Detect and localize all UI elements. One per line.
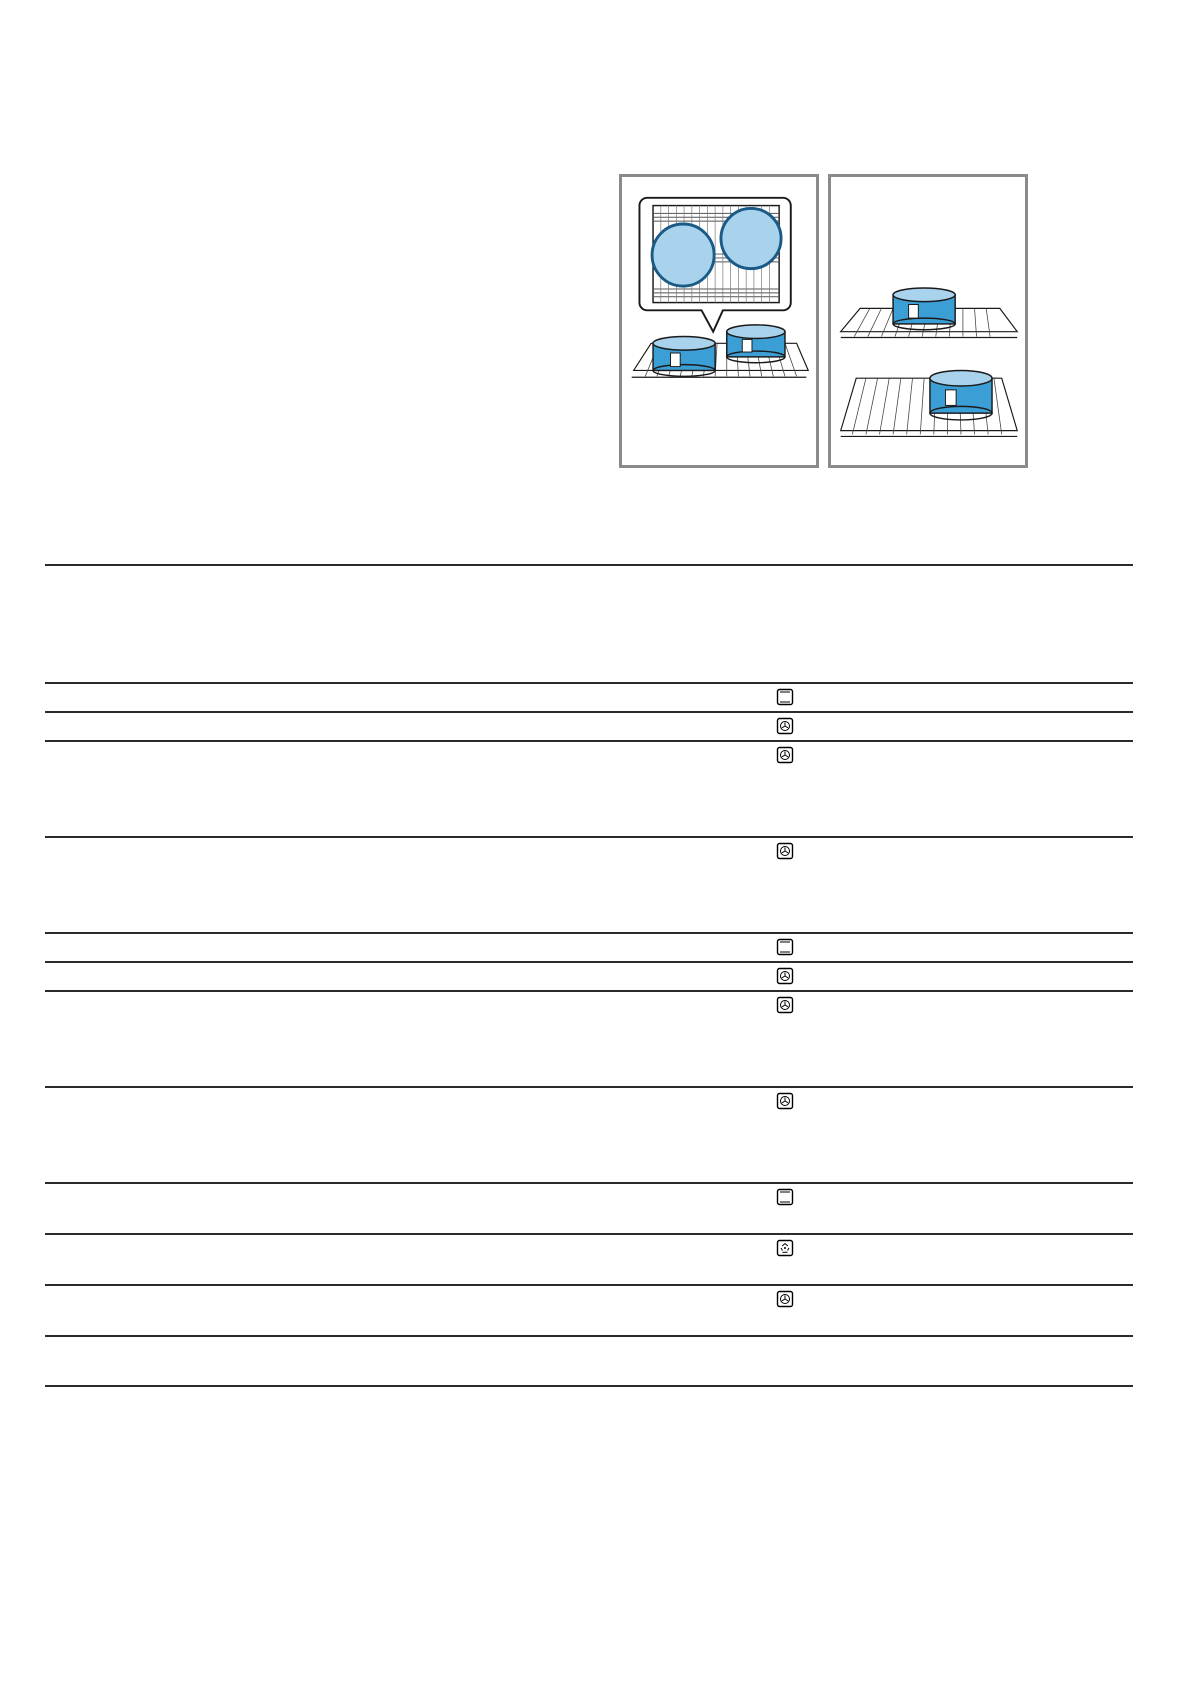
- row-cell-2: [428, 963, 668, 990]
- top-bottom-heating-icon: [776, 688, 794, 706]
- row-cell-1: [45, 992, 428, 1086]
- row-cell-1: [45, 838, 428, 932]
- row-cell-1: [45, 713, 428, 740]
- table-row: [45, 1284, 1133, 1335]
- hot-air-icon: [776, 1092, 794, 1110]
- header-cell-4: [1048, 566, 1133, 682]
- hot-air-gentle-icon: [776, 1239, 794, 1257]
- row-cell-4: [1048, 992, 1133, 1086]
- hot-air-icon: [776, 1290, 794, 1308]
- row-cell-2: [428, 713, 668, 740]
- row-cell-4: [1048, 684, 1133, 711]
- row-cell-2: [428, 838, 668, 932]
- row-cell-3: [668, 1184, 1048, 1233]
- row-cell-3: [668, 838, 1048, 932]
- row-cell-3: [668, 1235, 1048, 1284]
- row-cell-3: [668, 742, 1048, 836]
- cake-tins-side-by-side-graphic: [622, 177, 816, 465]
- table-row: [45, 682, 1133, 711]
- row-cell-4: [1048, 1184, 1133, 1233]
- row-cell-3: [668, 1337, 1048, 1385]
- row-cell-4: [1048, 1235, 1133, 1284]
- row-cell-3: [668, 934, 1048, 961]
- header-cell-3: [668, 566, 1048, 682]
- row-cell-4: [1048, 1337, 1133, 1385]
- table-row: [45, 990, 1133, 1086]
- illustration-two-tins-two-levels: [828, 174, 1028, 468]
- row-cell-4: [1048, 1286, 1133, 1335]
- table-row: [45, 932, 1133, 961]
- row-cell-4: [1048, 934, 1133, 961]
- row-cell-2: [428, 1088, 668, 1182]
- hot-air-icon: [776, 996, 794, 1014]
- row-cell-3: [668, 1088, 1048, 1182]
- row-cell-1: [45, 1286, 428, 1335]
- cake-tins-two-levels-graphic: [831, 177, 1025, 465]
- table-header-row: [45, 564, 1133, 682]
- row-cell-4: [1048, 963, 1133, 990]
- row-cell-4: [1048, 1088, 1133, 1182]
- table-row: [45, 1233, 1133, 1284]
- row-cell-3: [668, 992, 1048, 1086]
- table-row: [45, 1335, 1133, 1387]
- table-row: [45, 836, 1133, 932]
- row-cell-1: [45, 742, 428, 836]
- row-cell-2: [428, 742, 668, 836]
- row-cell-1: [45, 1337, 428, 1385]
- hot-air-icon: [776, 717, 794, 735]
- row-cell-1: [45, 1184, 428, 1233]
- row-cell-1: [45, 684, 428, 711]
- row-cell-3: [668, 963, 1048, 990]
- row-cell-1: [45, 1235, 428, 1284]
- row-cell-1: [45, 934, 428, 961]
- header-cell-2: [428, 566, 668, 682]
- table-row: [45, 961, 1133, 990]
- row-cell-2: [428, 684, 668, 711]
- row-cell-3: [668, 1286, 1048, 1335]
- hot-air-icon: [776, 842, 794, 860]
- illustration-two-tins-side-by-side: [619, 174, 819, 468]
- header-cell-1: [45, 566, 428, 682]
- row-cell-2: [428, 992, 668, 1086]
- table-row: [45, 1086, 1133, 1182]
- row-cell-1: [45, 1088, 428, 1182]
- top-bottom-heating-icon: [776, 1188, 794, 1206]
- row-cell-1: [45, 963, 428, 990]
- row-cell-3: [668, 713, 1048, 740]
- top-bottom-heating-icon: [776, 938, 794, 956]
- row-cell-4: [1048, 838, 1133, 932]
- row-cell-4: [1048, 713, 1133, 740]
- table-row: [45, 740, 1133, 836]
- baking-settings-table: [45, 564, 1133, 1387]
- row-cell-4: [1048, 742, 1133, 836]
- table-row: [45, 1182, 1133, 1233]
- table-row: [45, 711, 1133, 740]
- row-cell-2: [428, 1184, 668, 1233]
- hot-air-icon: [776, 967, 794, 985]
- hot-air-icon: [776, 746, 794, 764]
- row-cell-2: [428, 934, 668, 961]
- row-cell-3: [668, 684, 1048, 711]
- row-cell-2: [428, 1286, 668, 1335]
- row-cell-2: [428, 1337, 668, 1385]
- row-cell-2: [428, 1235, 668, 1284]
